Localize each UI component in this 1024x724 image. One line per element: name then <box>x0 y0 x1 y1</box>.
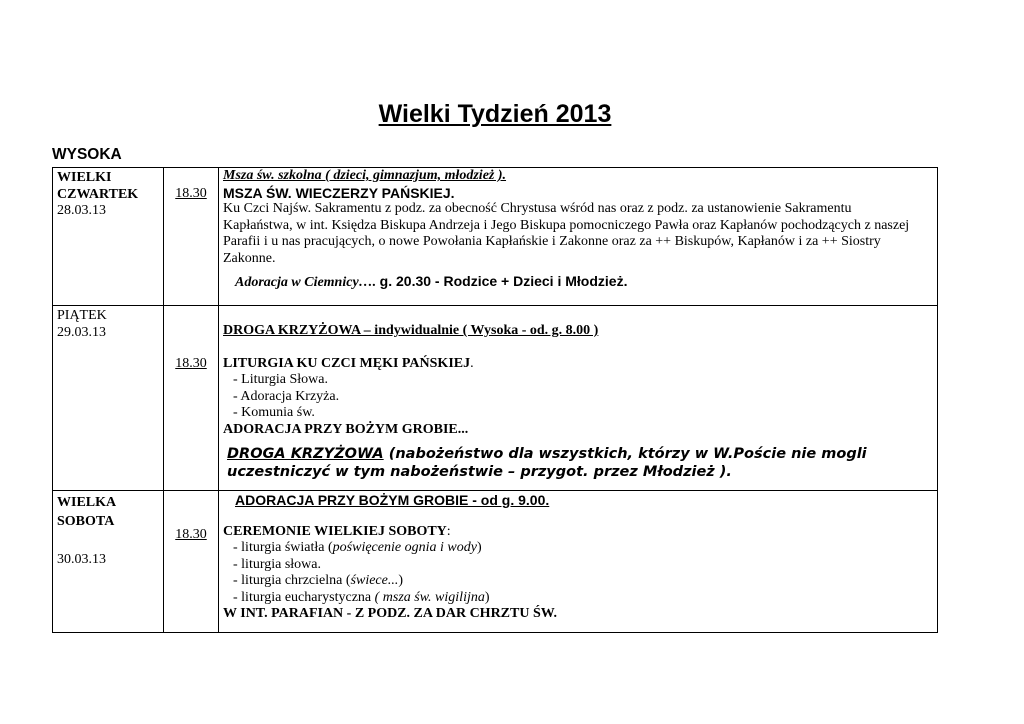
item-text: ) <box>476 540 482 555</box>
liturgy-item: - Komunia św. <box>233 405 315 420</box>
table-row-friday <box>53 306 938 491</box>
adoration-line <box>235 273 937 292</box>
day-name: CZWARTEK <box>57 186 139 202</box>
day-name: WIELKI <box>57 170 112 185</box>
liturgy-title: LITURGIA KU CZCI MĘKI PAŃSKIEJ <box>223 355 471 371</box>
description-cell <box>219 491 938 633</box>
table-row-thursday <box>53 168 938 306</box>
ceremony-item <box>233 590 937 607</box>
liturgy-item: - Adoracja Krzyża. <box>233 388 340 404</box>
item-text: ( msza św. wigilijna <box>374 589 485 605</box>
ceremonies-title: CEREMONIE WIELKIEJ SOBOTY <box>223 523 447 539</box>
ceremonies-line <box>223 524 937 541</box>
day-name: WIELKA <box>57 495 117 510</box>
day-name: PIĄTEK <box>57 308 107 323</box>
item-text: - liturgia eucharystyczna <box>233 589 375 605</box>
day-date: 29.03.13 <box>57 324 106 340</box>
time-cell <box>164 306 219 491</box>
item-text: - liturgia chrzcielna ( <box>233 573 351 588</box>
item-text: świece... <box>350 573 399 588</box>
description-cell <box>219 306 938 491</box>
ceremony-item: - liturgia słowa. <box>233 556 322 572</box>
day-date: 28.03.13 <box>57 203 106 218</box>
school-mass: Msza św. szkolna ( dzieci, gimnazjum, młodzież ). <box>223 168 507 183</box>
ceremony-item <box>233 573 937 590</box>
day-cell <box>53 168 164 306</box>
liturgy-title-end: . <box>470 355 474 371</box>
day-cell <box>53 306 164 491</box>
item-text: - liturgia światła ( <box>233 540 333 555</box>
item-text: ) <box>398 573 404 588</box>
day-name: SOBOTA <box>57 513 115 529</box>
ceremony-time: 18.30 <box>175 527 207 542</box>
page-title: Wielki Tydzień 2013 <box>378 100 612 128</box>
mass-intention: Ku Czci Najśw. Sakramentu z podz. za obecność Chrystusa wśród nas oraz z podz. za ustanowienie Sakramentu Kapłaństwa, w int. Księdza Biskupa Andrzeja i Jego Biskupa pomocniczego Pawła oraz Kapłanów pochodzących z naszej Parafii i u nas pracujących, o nowe Powołania Kapłańskie i Zakonne oraz za ++ Biskupów, Kapłanów i za ++ Siostry Zakonne. <box>223 201 910 266</box>
schedule-table <box>52 167 938 633</box>
youth-way-label: DROGA KRZYŻOWA <box>227 446 384 462</box>
day-date: 30.03.13 <box>57 552 106 567</box>
adoration-label: Adoracja w Ciemnicy…. <box>235 275 377 290</box>
mass-title: MSZA ŚW. WIECZERZY PAŃSKIEJ. <box>223 184 455 201</box>
youth-way-detail: (nabożeństwo dla wszystkich, którzy w W.Poście nie mogli uczestniczyć w tym nabożeństwie – przygot. przez Młodzież ). <box>227 446 867 480</box>
liturgy-item: - Liturgia Słowa. <box>233 372 329 387</box>
ceremonies-colon: : <box>446 523 451 539</box>
description-cell <box>219 168 938 306</box>
way-of-cross: DROGA KRZYŻOWA – indywidualnie ( Wysoka - od. g. 8.00 ) <box>223 323 599 338</box>
table-row-saturday <box>53 491 938 633</box>
liturgy-title-line <box>223 356 937 373</box>
day-cell <box>53 491 164 633</box>
parish-intention: W INT. PARAFIAN - Z PODZ. ZA DAR CHRZTU ŚW. <box>223 606 557 621</box>
item-text: ) <box>484 589 490 605</box>
adoration-detail: g. 20.30 - Rodzice + Dzieci i Młodzież. <box>379 273 628 289</box>
mass-time: 18.30 <box>175 186 207 201</box>
liturgy-time: 18.30 <box>175 356 207 371</box>
item-text: poświęcenie ognia i wody <box>332 540 477 555</box>
tomb-adoration: ADORACJA PRZY BOŻYM GROBIE... <box>223 421 469 437</box>
youth-way-of-cross <box>227 445 937 481</box>
tomb-adoration: ADORACJA PRZY BOŻYM GROBIE - od g. 9.00. <box>235 492 550 508</box>
place-heading: WYSOKA <box>52 146 122 163</box>
time-cell <box>164 491 219 633</box>
ceremony-item <box>233 540 937 557</box>
time-cell <box>164 168 219 306</box>
